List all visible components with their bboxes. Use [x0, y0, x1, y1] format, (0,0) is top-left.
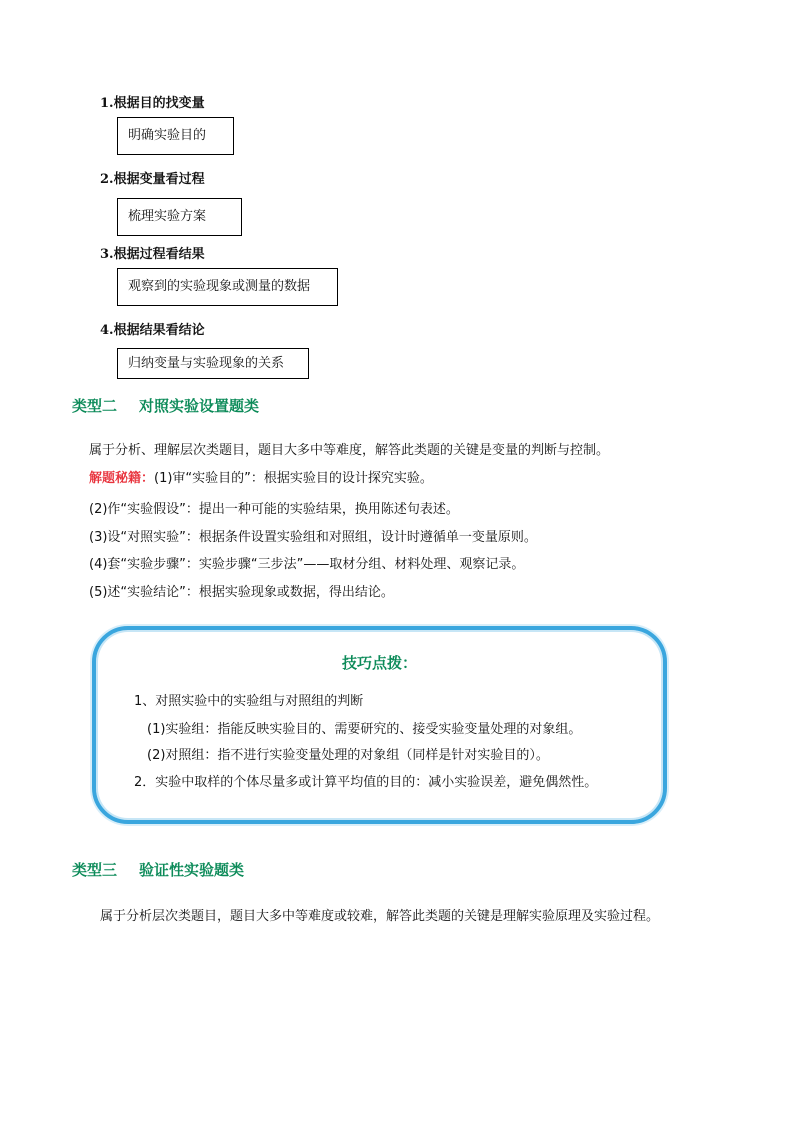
- tips-title: 技巧点拨：: [341, 654, 417, 672]
- step-1-box: [117, 117, 234, 155]
- section-2-point-3: (3)设“对照实验”：根据条件设置实验组和对照组，设计时遵循单一变量原则。: [89, 530, 537, 545]
- step-2-box: [117, 198, 242, 236]
- secret-label: 解题秘籍：: [89, 471, 155, 486]
- step-1-box-text: 明确实验目的: [128, 128, 207, 143]
- section-2-point-5: (5)述“实验结论”：根据实验现象或数据，得出结论。: [89, 585, 394, 600]
- tips-box: [92, 626, 667, 824]
- section-2-type-label: 类型二: [72, 397, 118, 415]
- tips-line-3: (2)对照组：指不进行实验变量处理的对象组（同样是针对实验目的）。: [147, 748, 549, 763]
- point-1-text: (1)审“实验目的”：根据实验目的设计探究实验。: [154, 471, 433, 486]
- section-3-type-label: 类型三: [72, 861, 118, 879]
- step-4-box-text: 归纳变量与实验现象的关系: [128, 355, 285, 371]
- step-2-box-text: 梳理实验方案: [128, 209, 207, 224]
- section-3-title-text: 验证性实验题类: [139, 861, 245, 879]
- step-3-box: [117, 268, 338, 306]
- section-2-title: [72, 397, 259, 415]
- step-4-heading: 4.根据结果看结论: [100, 323, 205, 338]
- step-1-heading: 1.根据目的找变量: [100, 96, 205, 111]
- section-2-point-2: (2)作“实验假设”：提出一种可能的实验结果，换用陈述句表述。: [89, 502, 459, 517]
- step-3-heading: 3.根据过程看结果: [100, 247, 205, 262]
- step-4-box: [117, 348, 309, 379]
- section-2-point-1: [89, 471, 433, 487]
- step-3-box-text: 观察到的实验现象或测量的数据: [128, 279, 311, 294]
- section-2-title-text: 对照实验设置题类: [139, 397, 260, 415]
- step-2-heading: 2.根据变量看过程: [100, 172, 205, 187]
- tips-line-2: (1)实验组：指能反映实验目的、需要研究的、接受实验变量处理的对象组。: [147, 722, 582, 737]
- section-2-intro: 属于分析、理解层次类题目，题目大多中等难度，解答此类题的关键是变量的判断与控制。: [89, 443, 610, 458]
- section-3-intro: 属于分析层次类题目，题目大多中等难度或较难，解答此类题的关键是理解实验原理及实验过程。: [100, 909, 660, 924]
- section-2-point-4: (4)套“实验步骤”：实验步骤“三步法”——取材分组、材料处理、观察记录。: [89, 557, 525, 572]
- section-3-title: [72, 861, 244, 879]
- tips-line-4: 2．实验中取样的个体尽量多或计算平均值的目的：减小实验误差，避免偶然性。: [134, 775, 598, 790]
- tips-line-1: 1、对照实验中的实验组与对照组的判断: [134, 694, 364, 709]
